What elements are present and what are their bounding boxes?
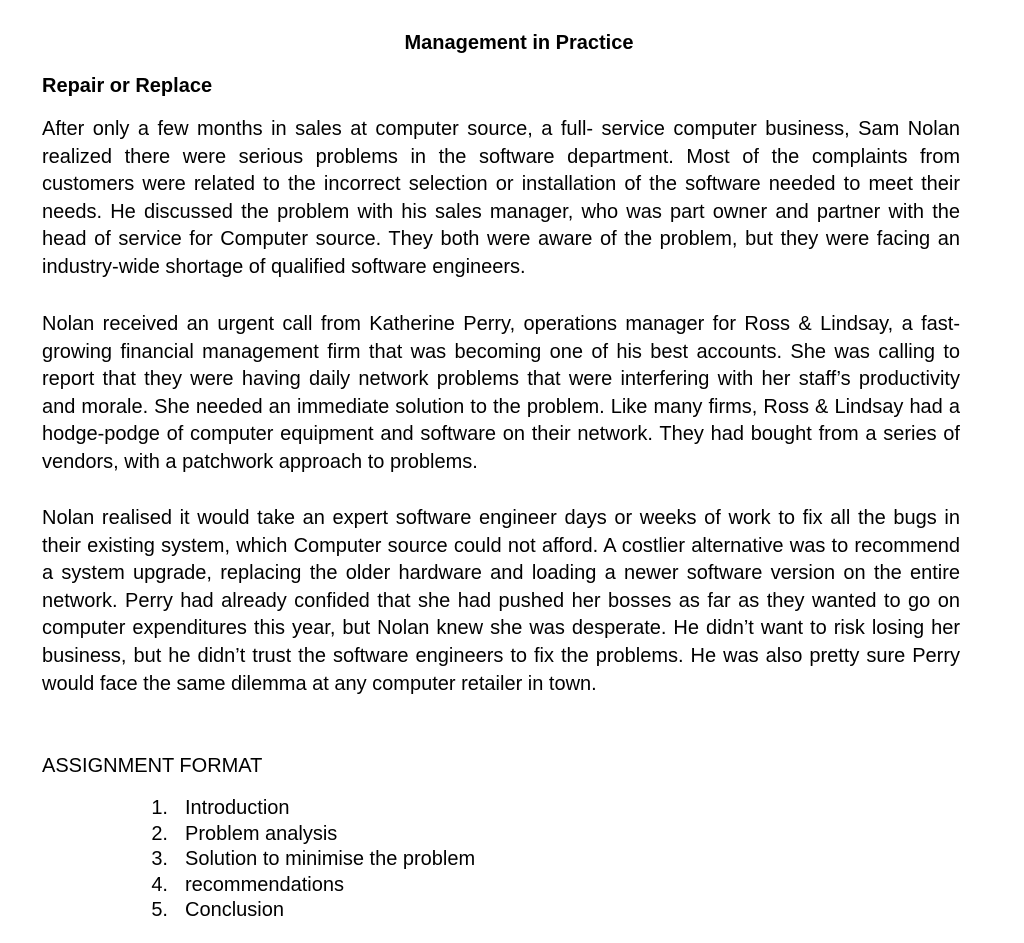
list-item-number: 4. <box>151 873 168 896</box>
assignment-format-list <box>130 796 475 924</box>
list-item <box>130 873 475 899</box>
document-title: Management in Practice <box>404 32 634 54</box>
list-item <box>130 822 475 848</box>
paragraph-3: Nolan realised it would take an expert software engineer days or weeks of work to fix all the bugs in their existing system, which Computer source could not afford. A costlier alternative was to recommend a system upgrade, replacing the older hardware and loading a newer software version on the entire network. Perry had already confided that she had pushed her bosses as far as they wanted to go on computer expenditures this year, but Nolan knew she was desperate. He didn’t want to risk losing her business, but he didn’t trust the software engineers to fix the problems. He was also pretty sure Perry would face the same dilemma at any computer retailer in town. <box>42 507 960 695</box>
list-item <box>130 898 475 924</box>
list-item-number: 3. <box>151 848 168 871</box>
list-item-text: Solution to minimise the problem <box>185 848 476 871</box>
list-item-number: 2. <box>151 822 168 845</box>
list-item <box>130 847 475 873</box>
assignment-format-heading: ASSIGNMENT FORMAT <box>42 755 263 777</box>
list-item-number: 1. <box>151 797 168 819</box>
list-item-text: Conclusion <box>185 899 284 922</box>
list-item-text: recommendations <box>185 873 344 896</box>
list-item <box>130 796 475 822</box>
paragraph-2: Nolan received an urgent call from Katherine Perry, operations manager for Ross & Lindsay, a fast-growing financial management firm that was becoming one of his best accounts. She was calling to report that they were having daily network problems that were interfering with her staff’s productivity and morale. She needed an immediate solution to the problem. Like many firms, Ross & Lindsay had a hodge-podge of computer equipment and software on their network. They had bought from a series of vendors, with a patchwork approach to problems. <box>42 313 960 473</box>
paragraph-1: After only a few months in sales at computer source, a full- service computer business, Sam Nolan realized there were serious problems in the software department. Most of the complaints from customers were related to the incorrect selection or installation of the software needed to meet their needs. He discussed the problem with his sales manager, who was part owner and partner with the head of service for Computer source. They both were aware of the problem, but they were facing an industry-wide shortage of qualified software engineers. <box>42 118 960 278</box>
list-item-text: Problem analysis <box>185 822 338 845</box>
section-title: Repair or Replace <box>42 75 213 97</box>
list-item-text: Introduction <box>185 797 290 819</box>
list-item-number: 5. <box>151 899 168 922</box>
